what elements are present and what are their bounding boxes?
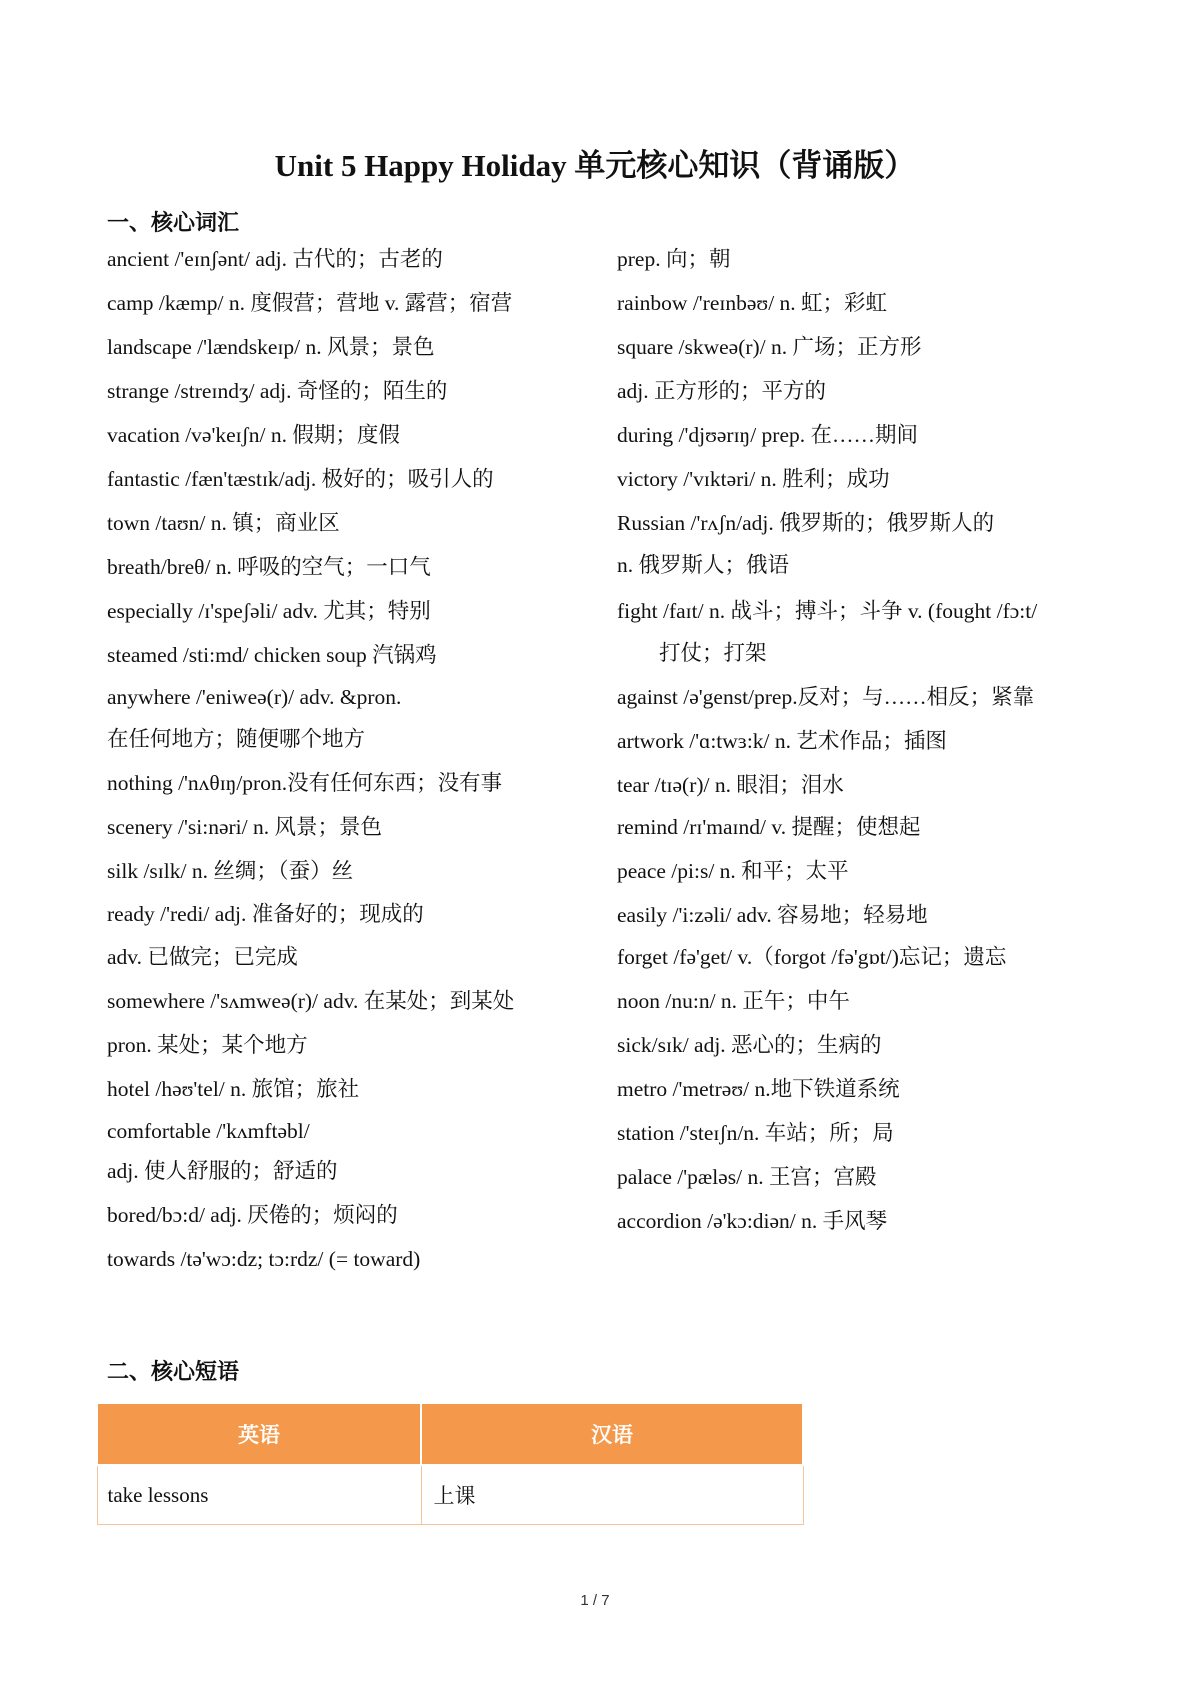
vocab-line: steamed /sti:md/ chicken soup 汽锅鸡 — [107, 643, 437, 667]
vocab-line: ready /'redi/ adj. 准备好的；现成的 — [107, 902, 424, 926]
vocab-line: town /taʊn/ n. 镇；商业区 — [107, 511, 340, 535]
vocab-line: during /'djʊərɪŋ/ prep. 在……期间 — [617, 423, 918, 447]
vocab-line: scenery /'si:nəri/ n. 风景；景色 — [107, 815, 382, 839]
vocab-line: against /ə'genst/prep.反对；与……相反；紧靠 — [617, 685, 1035, 709]
vocab-line: landscape /'lændskeɪp/ n. 风景；景色 — [107, 335, 435, 359]
vocab-line: noon /nu:n/ n. 正午；中午 — [617, 989, 850, 1013]
vocab-line: somewhere /'sʌmweə(r)/ adv. 在某处；到某处 — [107, 989, 515, 1013]
vocab-line: fantastic /fæn'tæstɪk/adj. 极好的；吸引人的 — [107, 467, 494, 491]
column-header-chinese: 汉语 — [421, 1403, 803, 1465]
vocab-line: artwork /'ɑ:twɜ:k/ n. 艺术作品；插图 — [617, 729, 947, 753]
vocab-line: victory /'vɪktəri/ n. 胜利；成功 — [617, 467, 890, 491]
vocab-line: remind /rɪ'maɪnd/ v. 提醒；使想起 — [617, 815, 921, 839]
vocab-line: strange /streɪndʒ/ adj. 奇怪的；陌生的 — [107, 379, 448, 403]
vocab-line: anywhere /'eniweə(r)/ adv. &pron. — [107, 685, 402, 709]
vocab-line: hotel /həʊ'tel/ n. 旅馆；旅社 — [107, 1077, 360, 1101]
vocab-line: forget /fə'get/ v.（forgot /fə'gɒt/)忘记；遗忘 — [617, 945, 1007, 969]
vocab-line: breath/breθ/ n. 呼吸的空气；一口气 — [107, 555, 431, 579]
vocab-line: pron. 某处；某个地方 — [107, 1033, 308, 1057]
phrase-chinese-cell: 上课 — [421, 1465, 803, 1525]
vocab-line: bored/bɔ:d/ adj. 厌倦的；烦闷的 — [107, 1203, 398, 1227]
vocab-line: fight /faɪt/ n. 战斗；搏斗；斗争 v. (fought /fɔ:t/ — [617, 599, 1038, 623]
section-heading-phrases: 二、核心短语 — [107, 1359, 240, 1384]
vocab-line: palace /'pæləs/ n. 王宫；宫殿 — [617, 1165, 877, 1189]
vocab-line: camp /kæmp/ n. 度假营；营地 v. 露营；宿营 — [107, 291, 513, 315]
vocab-line: prep. 向；朝 — [617, 247, 731, 271]
vocab-line: especially /ɪ'speʃəli/ adv. 尤其；特别 — [107, 599, 431, 623]
vocab-line: n. 俄罗斯人；俄语 — [617, 553, 790, 577]
page-number: 1 / 7 — [580, 1592, 610, 1609]
vocab-line: 在任何地方；随便哪个地方 — [107, 727, 366, 751]
vocab-line: station /'steɪʃn/n. 车站；所；局 — [617, 1121, 894, 1145]
page-title: Unit 5 Happy Holiday 单元核心知识（背诵版） — [274, 148, 916, 183]
vocab-line: adj. 正方形的；平方的 — [617, 379, 827, 403]
vocab-line: silk /sɪlk/ n. 丝绸；（蚕）丝 — [107, 859, 354, 883]
phrase-table-header-row — [97, 1403, 803, 1465]
phrase-english-cell: take lessons — [97, 1465, 421, 1525]
vocab-line: 打仗；打架 — [659, 641, 767, 665]
vocab-line: sick/sɪk/ adj. 恶心的；生病的 — [617, 1033, 882, 1057]
vocab-line: metro /'metrəʊ/ n.地下铁道系统 — [617, 1077, 900, 1101]
vocab-line: peace /pi:s/ n. 和平；太平 — [617, 859, 849, 883]
vocab-line: vacation /və'keɪʃn/ n. 假期；度假 — [107, 423, 400, 447]
vocab-line: towards /tə'wɔ:dz; tɔ:rdz/ (= toward) — [107, 1247, 421, 1271]
vocab-line: easily /'i:zəli/ adv. 容易地；轻易地 — [617, 903, 928, 927]
vocab-line: adj. 使人舒服的；舒适的 — [107, 1159, 338, 1183]
phrase-table — [96, 1402, 804, 1525]
vocab-line: rainbow /'reɪnbəʊ/ n. 虹；彩虹 — [617, 291, 888, 315]
table-row — [97, 1465, 803, 1525]
vocab-line: accordion /ə'kɔ:diən/ n. 手风琴 — [617, 1209, 888, 1233]
vocab-line: ancient /'eɪnʃənt/ adj. 古代的；古老的 — [107, 247, 443, 271]
section-heading-vocabulary: 一、核心词汇 — [107, 210, 240, 235]
vocab-line: square /skweə(r)/ n. 广场；正方形 — [617, 335, 922, 359]
vocab-line: adv. 已做完；已完成 — [107, 945, 298, 969]
vocab-line: nothing /'nʌθɪŋ/pron.没有任何东西；没有事 — [107, 771, 503, 795]
column-header-english: 英语 — [97, 1403, 421, 1465]
vocab-line: tear /tɪə(r)/ n. 眼泪；泪水 — [617, 773, 844, 797]
vocab-line: comfortable /'kʌmftəbl/ — [107, 1119, 310, 1143]
vocab-line: Russian /'rʌʃn/adj. 俄罗斯的；俄罗斯人的 — [617, 511, 995, 535]
